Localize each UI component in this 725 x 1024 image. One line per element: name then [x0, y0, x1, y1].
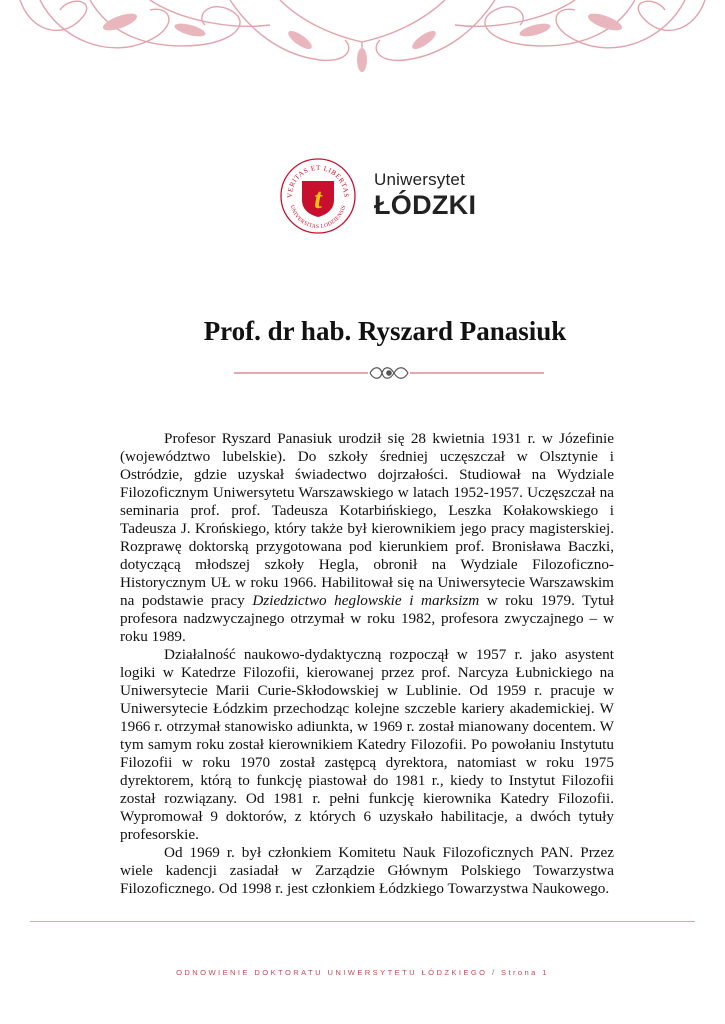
biography-paragraph-1 [120, 430, 614, 646]
seal-text-top: VERITAS ET LIBERTAS [285, 163, 351, 199]
seal-text-bottom: UNIVERSITAS LODZIENSIS [288, 204, 348, 231]
biography-paragraph-3: Od 1969 r. był członkiem Komitetu Nauk Filozoficznych PAN. Przez wiele kadencji zasiadał w Zarządzie Głównym Polskiego Towarzystwa Filozoficznego. Od 1998 r. jest członkiem Łódzkiego Towarzystwa Naukowego. [120, 844, 614, 897]
page-footer: ODNOWIENIE DOKTORATU UNIWERSYTETU ŁÓDZKIEGO / Strona 1 [176, 968, 549, 977]
footer-divider [30, 921, 695, 922]
paragraph-1-text-end: w roku 1979. Tytuł profesora nadzwyczajnego otrzymał w roku 1982, profesora zwyczajnego – w roku 1989. [120, 592, 614, 645]
university-name-line1: Uniwersytet [374, 170, 466, 189]
title-divider-ornament [234, 363, 544, 383]
university-seal-icon [278, 156, 358, 236]
page-title: Prof. dr hab. Ryszard Panasiuk [203, 316, 567, 346]
book-title: Dziedzictwo heglowskie i marksizm [252, 592, 480, 609]
seal-letter: t [314, 184, 322, 215]
university-logo [278, 156, 477, 236]
biography-text [120, 430, 614, 898]
paragraph-1-text: Profesor Ryszard Panasiuk urodził się 28 kwietnia 1931 r. w Józefinie (województwo lubelskie). Do szkoły średniej uczęszczał w Olsztynie i Ostródzie, gdzie uzyskał świadectwo dojrzałości. Studiował na Wydziale Filozoficznym Uniwersytetu Warszawskiego w latach 1952-1957. Uczęszczał na seminaria prof. prof. Tadeusza Kotarbińskiego, Leszka Kołakowskiego i Tadeusza J. Krońskiego, który także był kierownikiem jego pracy magisterskiej. Rozprawę doktorską przygotowana pod kierunkiem prof. Bronisława Baczki, dotyczącą młodszej szkoły Hegla, obronił na Wydziale Filozoficzno-Historycznym UŁ w roku 1966. Habilitował się na Uniwersytecie Warszawskim na podstawie pracy [120, 430, 614, 609]
university-name-line2: ŁÓDZKI [374, 190, 477, 220]
header-ornament [0, 0, 725, 80]
university-name [374, 170, 476, 220]
biography-paragraph-2: Działalność naukowo-dydaktyczną rozpoczął w 1957 r. jako asystent logiki w Katedrze Filozofii, kierowanej przez prof. Narcyza Łubnickiego na Uniwersytecie Marii Curie-Skłodowskiej w Lublinie. Od 1959 r. pracuje w Uniwersytecie Łódzkim przechodząc kolejne szczeble kariery akademickiej. W 1966 r. otrzymał stanowisko adiunkta, w 1969 r. został mianowany docentem. W tym samym roku został kierownikiem Katedry Filozofii. Po powołaniu Instytutu Filozofii w roku 1970 został zastępcą dyrektora, natomiast w roku 1975 dyrektorem, którą to funkcję piastował do 1981 r., kiedy to Instytut Filozofii został rozwiązany. Od 1981 r. pełni funkcję kierownika Katedry Filozofii. Wypromował 9 doktorów, z których 6 uzyskało habilitacje, a dwóch tytuły profesorskie. [120, 646, 614, 843]
